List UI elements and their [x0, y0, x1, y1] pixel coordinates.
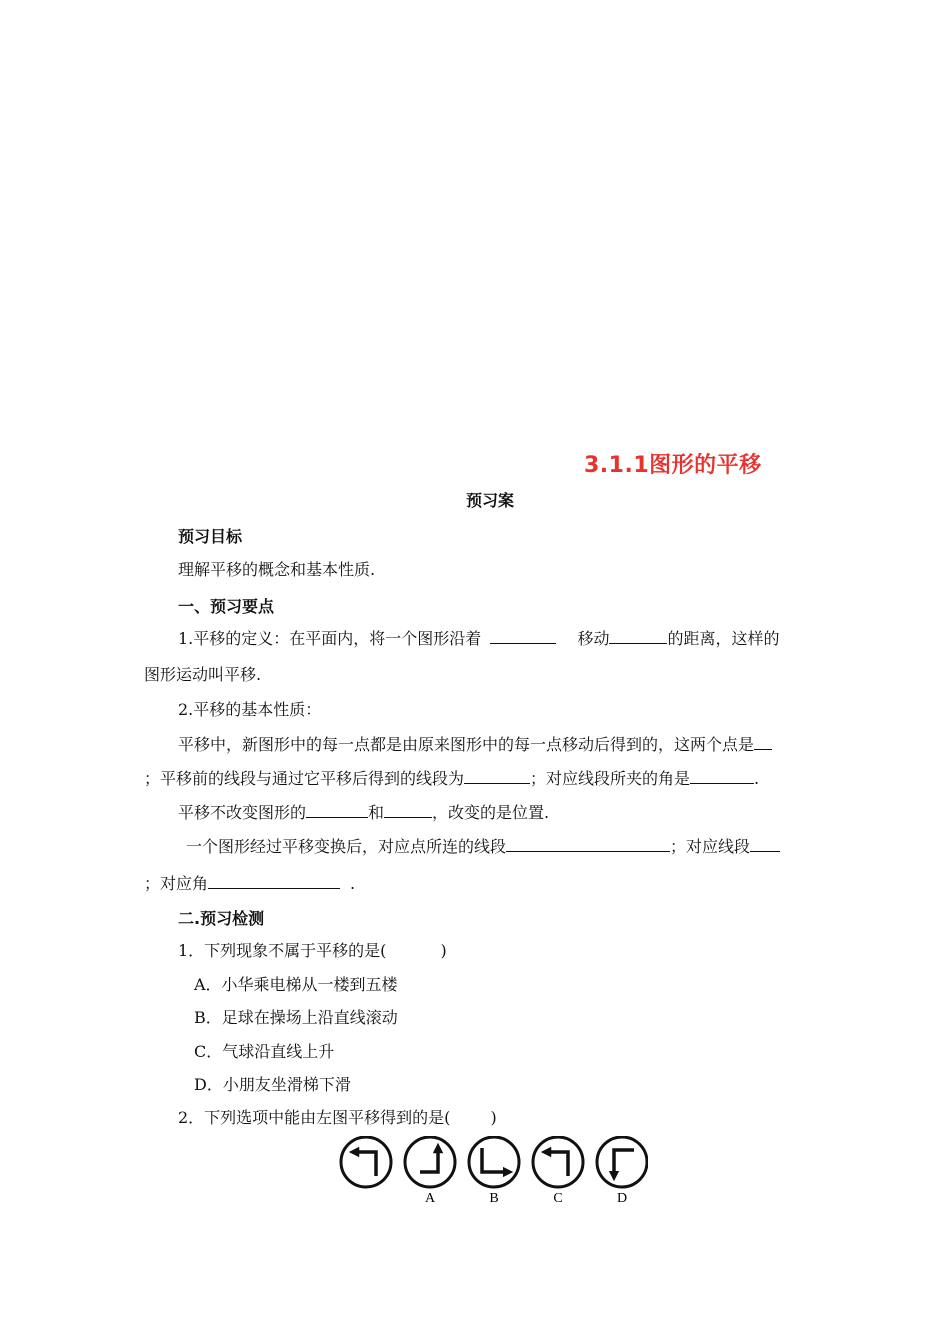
figure-label-b: B [489, 1191, 499, 1206]
paragraph-transform-line2 [144, 871, 355, 894]
blank-corresponding-angles[interactable] [208, 872, 340, 889]
blank-corresponding-segments[interactable] [750, 835, 780, 852]
paragraph-invariance [178, 800, 549, 823]
property-text-c: ；对应线段所夹的角是 [530, 769, 691, 788]
blank-distance[interactable] [609, 627, 667, 644]
goal-heading: 预习目标 [178, 527, 243, 546]
section2-heading: 二.预习检测 [178, 909, 265, 928]
question-1-option-d: D．小朋友坐滑梯下滑 [194, 1075, 351, 1094]
paragraph-transform-line1 [186, 834, 780, 857]
property-text-a: 平移中，新图形中的每一点都是由原来图形中的每一点移动后得到的，这两个点是 [178, 735, 755, 754]
figure-label-a: A [424, 1191, 436, 1206]
figure-label-c: C [553, 1191, 563, 1206]
property-text-b: ；平移前的线段与通过它平移后得到的线段为 [144, 769, 465, 788]
property-text-d: . [754, 769, 760, 788]
question-1-option-a: A．小华乘电梯从一楼到五楼 [194, 975, 398, 994]
option-b-figure [469, 1137, 519, 1187]
blank-point-segments[interactable] [506, 835, 670, 852]
page-title: 3.1.1图形的平移 [584, 453, 762, 478]
blank-size[interactable] [384, 801, 432, 818]
blank-direction[interactable] [490, 627, 556, 644]
transform-text-b: ；对应线段 [670, 837, 751, 856]
invariance-text-b: 和 [368, 803, 385, 822]
transform-text-c: ；对应角 [144, 874, 209, 893]
paragraph-property-line1 [178, 732, 772, 755]
goal-text: 理解平移的概念和基本性质. [178, 560, 376, 579]
definition-text-d: 图形运动叫平移. [144, 665, 262, 684]
question-2 [178, 1105, 497, 1128]
original-figure [341, 1137, 391, 1187]
definition-text-b: 移动 [577, 629, 610, 648]
page-subtitle: 预习案 [466, 491, 515, 510]
question-1-option-b: B．足球在操场上沿直线滚动 [194, 1008, 398, 1027]
blank-segments[interactable] [464, 767, 530, 784]
blank-angle[interactable] [690, 767, 754, 784]
option-c-figure [533, 1137, 583, 1187]
blank-corresponding-points[interactable] [754, 733, 772, 750]
transform-text-a: 一个图形经过平移变换后，对应点所连的线段 [186, 837, 507, 856]
question-1 [178, 938, 447, 961]
blank-shape[interactable] [306, 801, 368, 818]
question-1-stem: 1．下列现象不属于平移的是( [178, 941, 387, 960]
arrow-figures [338, 1136, 648, 1216]
question-2-close: ) [490, 1108, 497, 1127]
option-d-figure [597, 1137, 647, 1187]
paragraph-definition [178, 626, 780, 649]
invariance-text-c: ，改变的是位置. [432, 803, 550, 822]
transform-text-d: . [350, 874, 356, 893]
paragraph-property-line2 [144, 766, 759, 789]
property-heading: 2.平移的基本性质： [178, 700, 322, 719]
definition-text-a: 1.平移的定义：在平面内，将一个图形沿着 [178, 629, 482, 648]
definition-text-c: 的距离，这样的 [667, 629, 780, 648]
figure-label-d: D [616, 1191, 628, 1206]
invariance-text-a: 平移不改变图形的 [178, 803, 307, 822]
option-a-figure [405, 1137, 455, 1187]
question-1-close: ) [440, 941, 447, 960]
question-2-stem: 2．下列选项中能由左图平移得到的是( [178, 1108, 451, 1127]
section1-heading: 一、预习要点 [178, 597, 275, 616]
question-1-option-c: C．气球沿直线上升 [194, 1042, 335, 1061]
